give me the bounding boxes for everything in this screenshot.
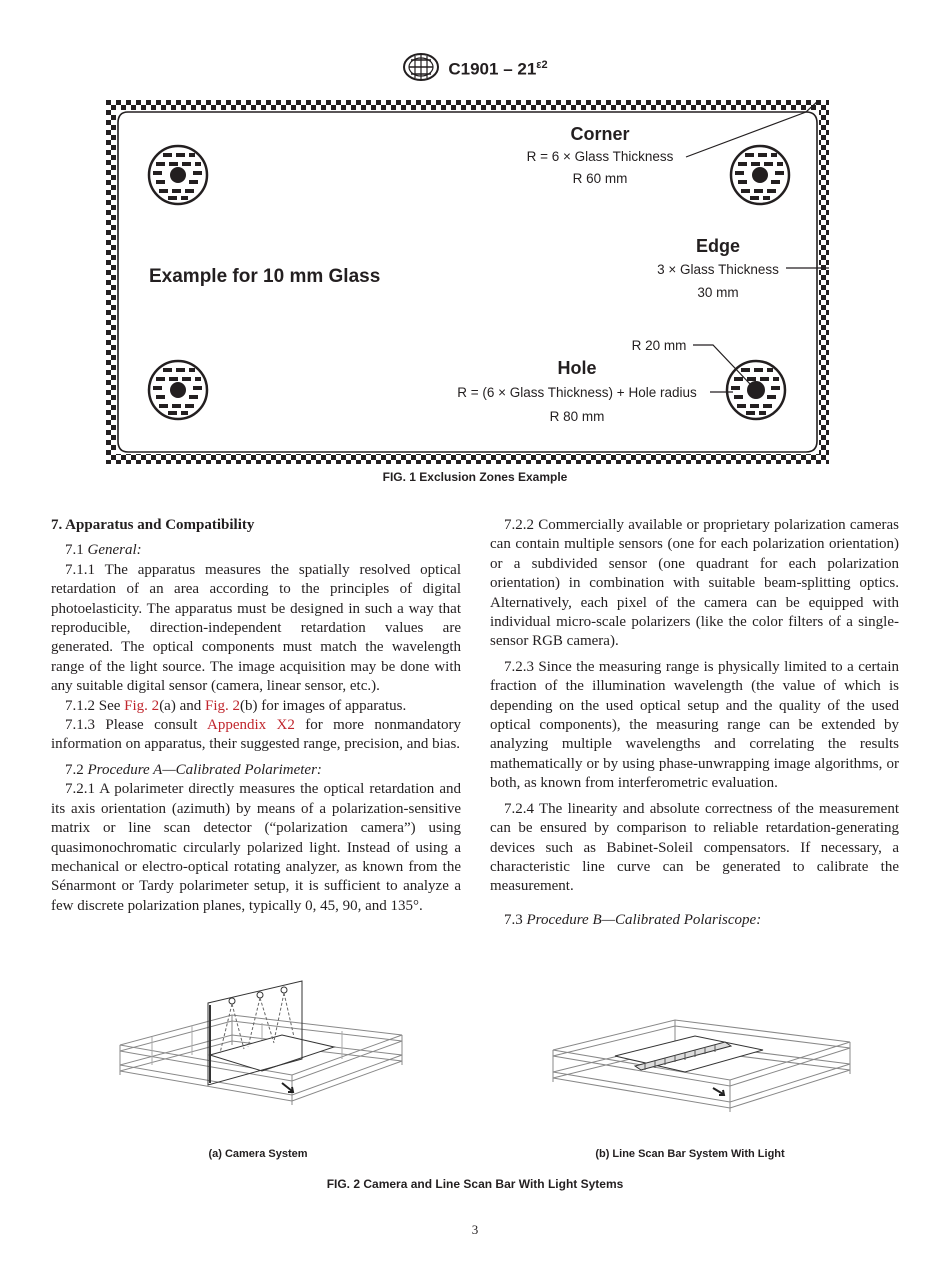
fig2a-subcaption: (a) Camera System <box>208 1148 308 1160</box>
fig2b-subcaption: (b) Line Scan Bar System With Light <box>595 1148 785 1160</box>
para-7-2-4: 7.2.4 The linearity and absolute correctness of the measurement can be ensured by comparison to reliable retardation-generating devices such as Babinet-Soleil compensators. If necessary, a characteristic line curve can be generated to calibrate the measurement. <box>490 800 899 895</box>
corner-formula: R = 6 × Glass Thickness <box>526 149 674 164</box>
astm-logo-icon <box>402 52 440 87</box>
figure-1 <box>106 100 829 464</box>
para-7-1-2: 7.1.2 See Fig. 2(a) and Fig. 2(b) for images of apparatus. <box>65 697 407 714</box>
page-number: 3 <box>471 1222 479 1237</box>
right-column <box>490 516 899 930</box>
hole-value: R 80 mm <box>549 409 605 424</box>
figure-2-caption: FIG. 2 Camera and Line Scan Bar With Light Sytems <box>326 1177 624 1191</box>
hole-circle-top-left <box>149 146 207 204</box>
edge-title: Edge <box>695 236 741 256</box>
appendix-x2-link[interactable]: Appendix X2 <box>206 717 295 734</box>
para-7-1-3: 7.1.3 Please consult Appendix X2 for more nonmandatory information on apparatus, their suggested range, precision, and bias. <box>51 717 461 753</box>
edge-value: 30 mm <box>697 285 739 300</box>
fig2-link-b[interactable]: Fig. 2 <box>205 697 241 714</box>
designation: $C1901 - 21^{\varepsilon 2}$ <box>448 59 548 79</box>
edge-formula: 3 × Glass Thickness <box>657 262 779 277</box>
hole-title: Hole <box>557 358 597 378</box>
page-header <box>0 52 950 87</box>
fig2b-line-scan-bar-drawing <box>545 1010 860 1120</box>
para-7-2-2: 7.2.2 Commercially available or proprietary polarization cameras can contain multiple sensors (one for each polarization orientation) or a subdivided sensor (one quadrant for each polarization orientation) in combination with suitable beam-splitting optics. Alternatively, each pixel of the camera can be equipped with individual micro-scale polarizers (like the color filters of a single-sensor RGB camera). <box>490 517 899 650</box>
corner-value: R 60 mm <box>572 171 628 186</box>
left-column <box>51 516 461 916</box>
hole-circle-bottom-left <box>149 361 207 419</box>
hole-radius-label: R 20 mm <box>631 338 687 353</box>
para-7-3: 7.3 Procedure B—Calibrated Polariscope: <box>504 911 762 928</box>
example-label: Example for 10 mm Glass <box>149 266 381 287</box>
para-7-2-3: 7.2.3 Since the measuring range is physically limited to a certain fraction of the illumination wavelength (the value of which is depending on the used optical setup and the quality of the used optical components), the measuring range can be extended by analyzing multiple wavelengths and correlating the results mathematically or by using phase-unwrapping image algorithms, or both, as known from interferometric evaluation. <box>490 658 899 792</box>
para-7-2-1: 7.2.1 A polarimeter directly measures the optical retardation and its axis orientation (azimuth) by means of a polarization-sensitive matrix or line scan detector (“polarization camera”) using quasimonochromatic circularly polarized light. Instead of using a mechanical or electro-optical rotating analyzer, as known from the Sénarmont or Tardy polarimeter setup, it is sufficient to analyze a few discrete polarization planes, typically 0, 45, 90, and 135°. <box>51 781 461 914</box>
fig2a-camera-system-drawing <box>112 975 412 1115</box>
hole-formula: R = (6 × Glass Thickness) + Hole radius <box>457 385 697 400</box>
para-7-2: 7.2 Procedure A—Calibrated Polarimeter: <box>65 761 322 778</box>
para-7-1: 7.1 General: <box>65 542 142 559</box>
hole-circle-top-right <box>731 146 789 204</box>
fig2-link-a[interactable]: Fig. 2 <box>124 697 160 714</box>
designation-epsilon: ε2 <box>536 59 548 72</box>
section-7-heading: 7. Apparatus and Compatibility <box>51 517 255 533</box>
exclusion-zones-diagram <box>106 100 829 464</box>
corner-title: Corner <box>570 124 630 144</box>
figure-1-caption: FIG. 1 Exclusion Zones Example <box>382 470 568 484</box>
para-7-1-1: 7.1.1 The apparatus measures the spatially resolved optical retardation of an area according to the principles of digital photoelasticity. The apparatus must be designed in such a way that reproducible, direction-independent retardation values are generated. The optical components must match the wavelength range of the light source. The image acquisition may be done with any suitable digital sensor (camera, linear sensor, etc.). <box>51 561 461 695</box>
